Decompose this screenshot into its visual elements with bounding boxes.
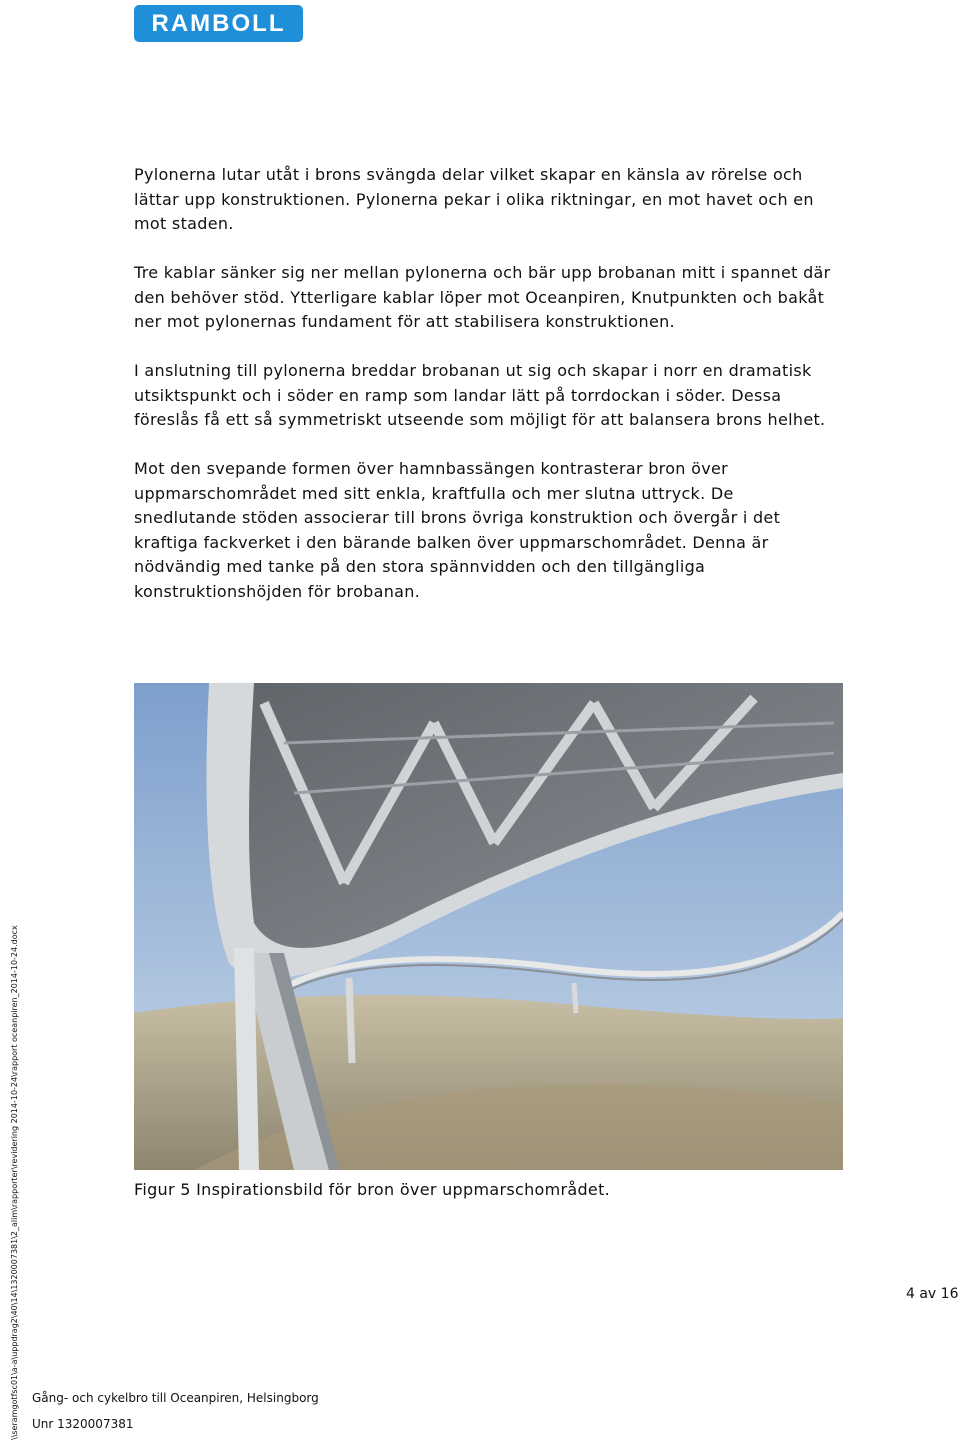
paragraph: Mot den svepande formen över hamnbassängen kontrasterar bron över uppmarschområdet med sitt enkla, kraftfulla och mer slutna uttryck. De snedlutande stöden associerar till brons övriga konstruktion och övergår i det kraftiga fackverket i den bärande balken över uppmarschområdet. Denna är nödvändig med tanke på den stora spännvidden och den tillgängliga konstruktionshöjden för brobanan. <box>134 459 781 601</box>
paragraph: Pylonerna lutar utåt i brons svängda delar vilket skapar en känsla av rörelse och lättar upp konstruktionen. Pylonerna pekar i olika riktningar, en mot havet och en mot staden. <box>134 165 814 233</box>
ramboll-logo <box>134 5 303 42</box>
page-number: 4 av 16 <box>906 1286 959 1302</box>
body-text <box>134 163 834 629</box>
footer-unr: Unr 1320007381 <box>32 1417 134 1431</box>
side-file-path: \\seramgotfsc01\a-a\uppdrag2\40\14\1320007381\2_alim\rapporter\revidering 2014-10-24\rapport oceanpiren_2014-10-24.docx <box>10 925 19 1440</box>
footer-title: Gång- och cykelbro till Oceanpiren, Helsingborg <box>32 1391 319 1405</box>
logo-text: RAMBOLL <box>151 9 286 37</box>
bridge-rendering-image <box>134 683 843 1170</box>
paragraph: Tre kablar sänker sig ner mellan pylonerna och bär upp brobanan mitt i spannet där den behöver stöd. Ytterligare kablar löper mot Oceanpiren, Knutpunkten och bakåt ner mot pylonernas fundament för att stabilisera konstruktionen. <box>134 263 831 331</box>
figure-caption: Figur 5 Inspirationsbild för bron över uppmarschområdet. <box>134 1180 611 1199</box>
paragraph: I anslutning till pylonerna breddar brobanan ut sig och skapar i norr en dramatisk utsiktspunkt och i söder en ramp som landar lätt på torrdockan i söder. Dessa föreslås få ett så symmetriskt utseende som möjligt för att balansera brons helhet. <box>134 361 826 429</box>
